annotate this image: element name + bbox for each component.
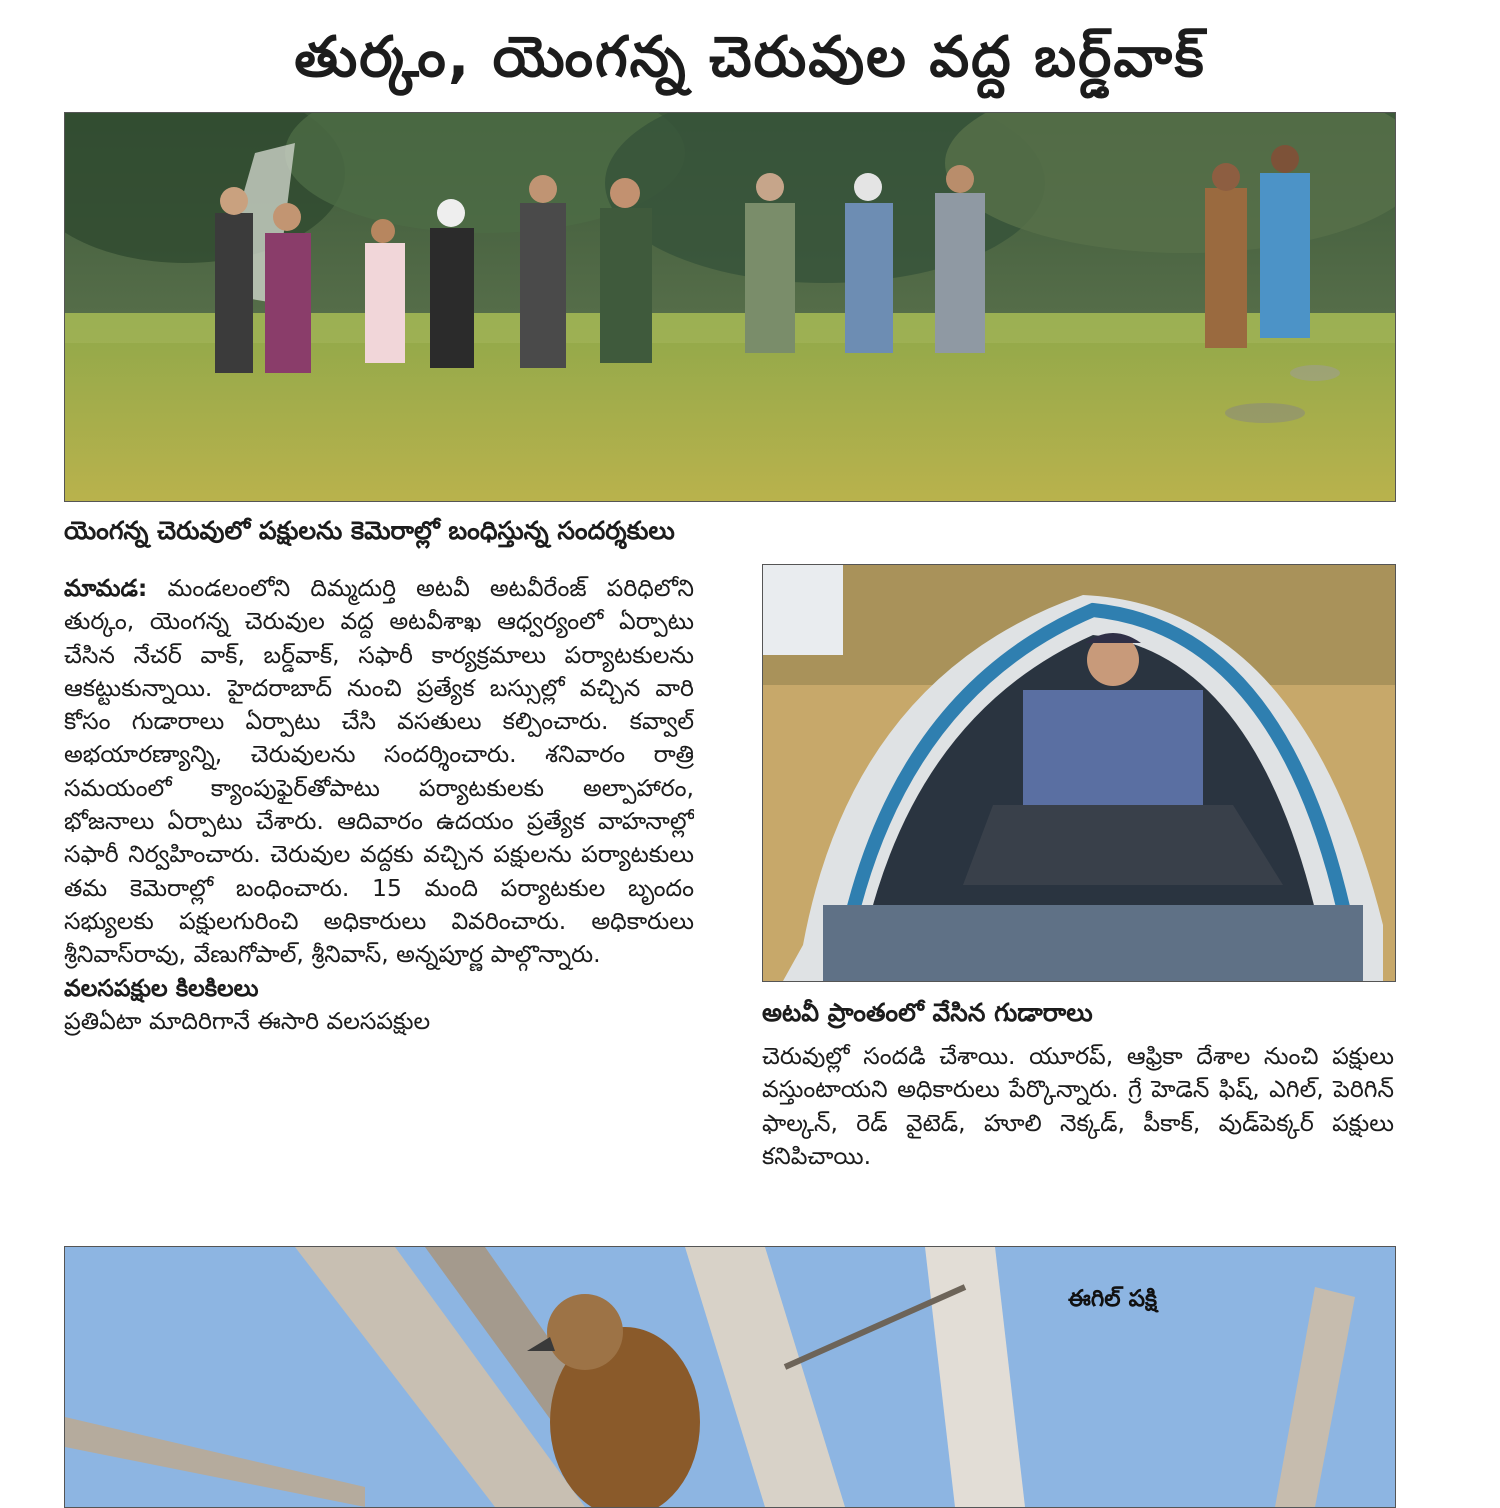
eagle-photo bbox=[64, 1246, 1396, 1508]
dateline: మామడ: bbox=[64, 574, 148, 602]
main-photo-caption: యెంగన్న చెరువులో పక్షులను కెమెరాల్లో బంధిస్తున్న సందర్శకులు bbox=[64, 516, 675, 545]
article-body-3: చెరువుల్లో సందడి చేశాయి. యూరప్, ఆఫ్రికా దేశాల నుంచి పక్షులు వస్తుంటాయని అధికారులు పేర్కొన్నారు. గ్రే హెడెన్ ఫిష్, ఎగిల్, పెరిగిన్ ఫాల్కన్, రెడ్ వైటెడ్, హూలి నెక్కడ్, పీకాక్, వుడ్‌పెక్కర్ పక్షులు కనిపిచాయి. bbox=[762, 1042, 1394, 1170]
article-body-2: ప్రతిఏటా మాదిరిగానే ఈసారి వలసపక్షుల bbox=[64, 1006, 431, 1035]
headline: తుర్కం, యెంగన్న చెరువుల వద్ద బర్డ్‌వాక్ bbox=[294, 25, 1206, 90]
article-left-column bbox=[64, 572, 694, 1237]
article-body-1: మండలంలోని దిమ్మదుర్తి అటవీ అటవీరేంజ్ పరిధిలోని తుర్కం, యెంగన్న చెరువుల వద్ద అటవీశాఖ ఆధ్వర్యంలో ఏర్పాటు చేసిన నేచర్ వాక్, బర్డ్‌వాక్, సఫారీ కార్యక్రమాలు పర్యాటకులను ఆకట్టుకున్నాయి. హైదరాబాద్ నుంచి ప్రత్యేక బస్సుల్లో వచ్చిన వారి కోసం గుడారాలు ఏర్పాటు చేసి వసతులు కల్పించారు. కవ్వాల్ అభయారణ్యాన్ని, చెరువులను సందర్శించారు. శనివారం రాత్రి సమయంలో క్యాంపుఫైర్‌తోపాటు పర్యాటకులకు అల్పాహారం, భోజనాలు ఏర్పాటు చేశారు. ఆదివారం ఉదయం ప్రత్యేక వాహనాల్లో సఫారీ నిర్వహించారు. చెరువుల వద్దకు వచ్చిన పక్షులను పర్యాటకులు తమ కెమెరాల్లో బంధించారు. 15 మంది పర్యాటకుల బృందం సభ్యులకు పక్షులగురించి అధికారులు వివరించారు. అధికారులు శ్రీనివాస్‌రావు, వేణుగోపాల్, శ్రీనివాస్, అన్నపూర్ణ పాల్గొన్నారు. bbox=[64, 574, 694, 969]
eagle-photo-caption: ఈగిల్ పక్షి bbox=[1068, 1286, 1157, 1312]
article-right-column bbox=[762, 1040, 1394, 1240]
subheading: వలసపక్షుల కిలకిలలు bbox=[64, 973, 259, 1002]
birdwatchers-photo bbox=[64, 112, 1396, 502]
tent-photo-caption: అటవీ ప్రాంతంలో వేసిన గుడారాలు bbox=[762, 998, 1093, 1027]
tent-photo bbox=[762, 564, 1396, 982]
